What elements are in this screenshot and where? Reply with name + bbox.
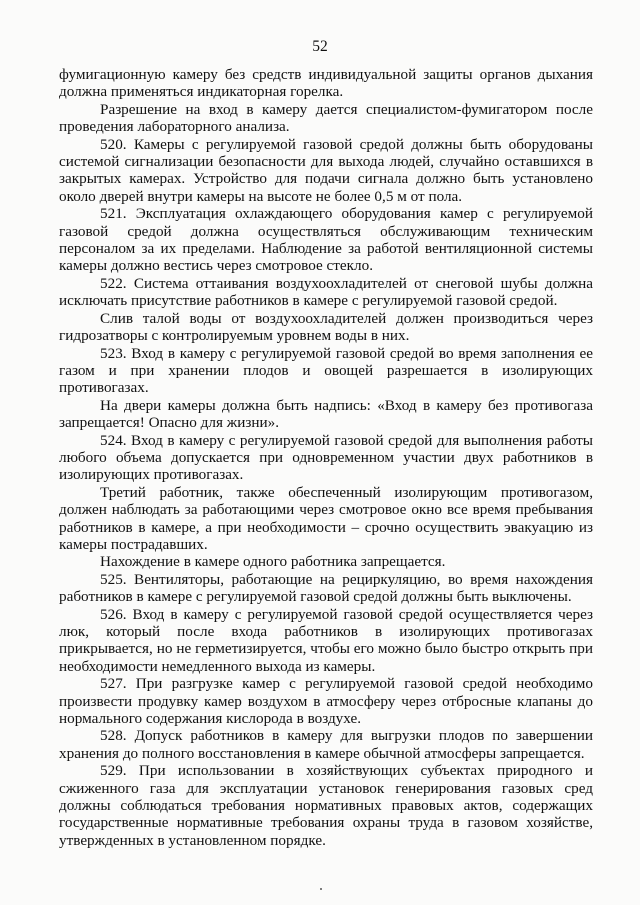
paragraph-523: 523. Вход в камеру с регулируемой газовой средой во время заполнения ее газом и при хранении плодов и овощей разрешается в изолирующих противогазах. [59, 344, 593, 397]
scan-speck [320, 888, 322, 890]
paragraph-529: 529. При использовании в хозяйствующих субъектах природного и сжиженного газа для эксплуатации установок генерирования газовых сред должны соблюдаться требования нормативных правовых актов, содержащих государственные нормативные требования охраны труда в газовом хозяйстве, утвержденных в установленном порядке. [59, 762, 593, 849]
paragraph-fumigation-permission: Разрешение на вход в камеру дается специалистом-фумигатором после проведения лабораторного анализа. [59, 100, 593, 136]
paragraph-third-worker: Третий работник, также обеспеченный изолирующим противогазом, должен наблюдать за работающими через смотровое окно все время пребывания работников в камере, а при необходимости – срочно осуществить эвакуацию из камеры пострадавших. [59, 483, 593, 553]
paragraph-528: 528. Допуск работников в камеру для выгрузки плодов по завершении хранения до полного восстановления в камере обычной атмосферы запрещается. [59, 727, 593, 762]
paragraph-521: 521. Эксплуатация охлаждающего оборудования камер с регулируемой газовой средой должна осуществляться обслуживающим техническим персоналом за их пределами. Наблюдение за работой вентиляционной системы камеры должно вестись через смотровое стекло. [59, 205, 593, 275]
paragraph-524: 524. Вход в камеру с регулируемой газовой средой для выполнения работы любого объема допускается при одновременном участии двух работников в изолирующих противогазах. [59, 431, 593, 484]
paragraph-527: 527. При разгрузке камер с регулируемой газовой средой необходимо произвести продувку камер воздухом в атмосферу через отбросные клапаны до нормального содержания кислорода в воздухе. [59, 675, 593, 728]
paragraph-525: 525. Вентиляторы, работающие на рециркуляцию, во время нахождения работников в камере с регулируемой газовой средой должны быть выключены. [59, 570, 593, 606]
paragraph-522: 522. Система оттаивания воздухоохладителей от снеговой шубы должна исключать присутствие работников в камере с регулируемой газовой средой. [59, 274, 593, 310]
paragraph-526: 526. Вход в камеру с регулируемой газовой средой осуществляется через люк, который после входа работников в изолирующих противогазах прикрывается, но не герметизируется, чтобы его можно было быстро открыть при необходимости немедленного выхода из камеры. [59, 605, 593, 675]
document-body [59, 66, 593, 849]
paragraph-door-sign: На двери камеры должна быть надпись: «Вход в камеру без противогаза запрещается! Опасно для жизни». [59, 396, 593, 432]
paragraph-continuation: фумигационную камеру без средств индивидуальной защиты органов дыхания должна применяться индикаторная горелка. [59, 66, 593, 101]
paragraph-520: 520. Камеры с регулируемой газовой средой должны быть оборудованы системой сигнализации безопасности для выхода людей, случайно оставшихся в закрытых камерах. Устройство для подачи сигнала должно быть установлено около дверей внутри камеры на высоте не более 0,5 м от пола. [59, 135, 593, 205]
page-number: 52 [312, 38, 328, 55]
paragraph-meltwater: Слив талой воды от воздухоохладителей должен производиться через гидрозатворы с контролируемым уровнем воды в них. [59, 309, 593, 345]
paragraph-single-worker: Нахождение в камере одного работника запрещается. [100, 553, 446, 571]
